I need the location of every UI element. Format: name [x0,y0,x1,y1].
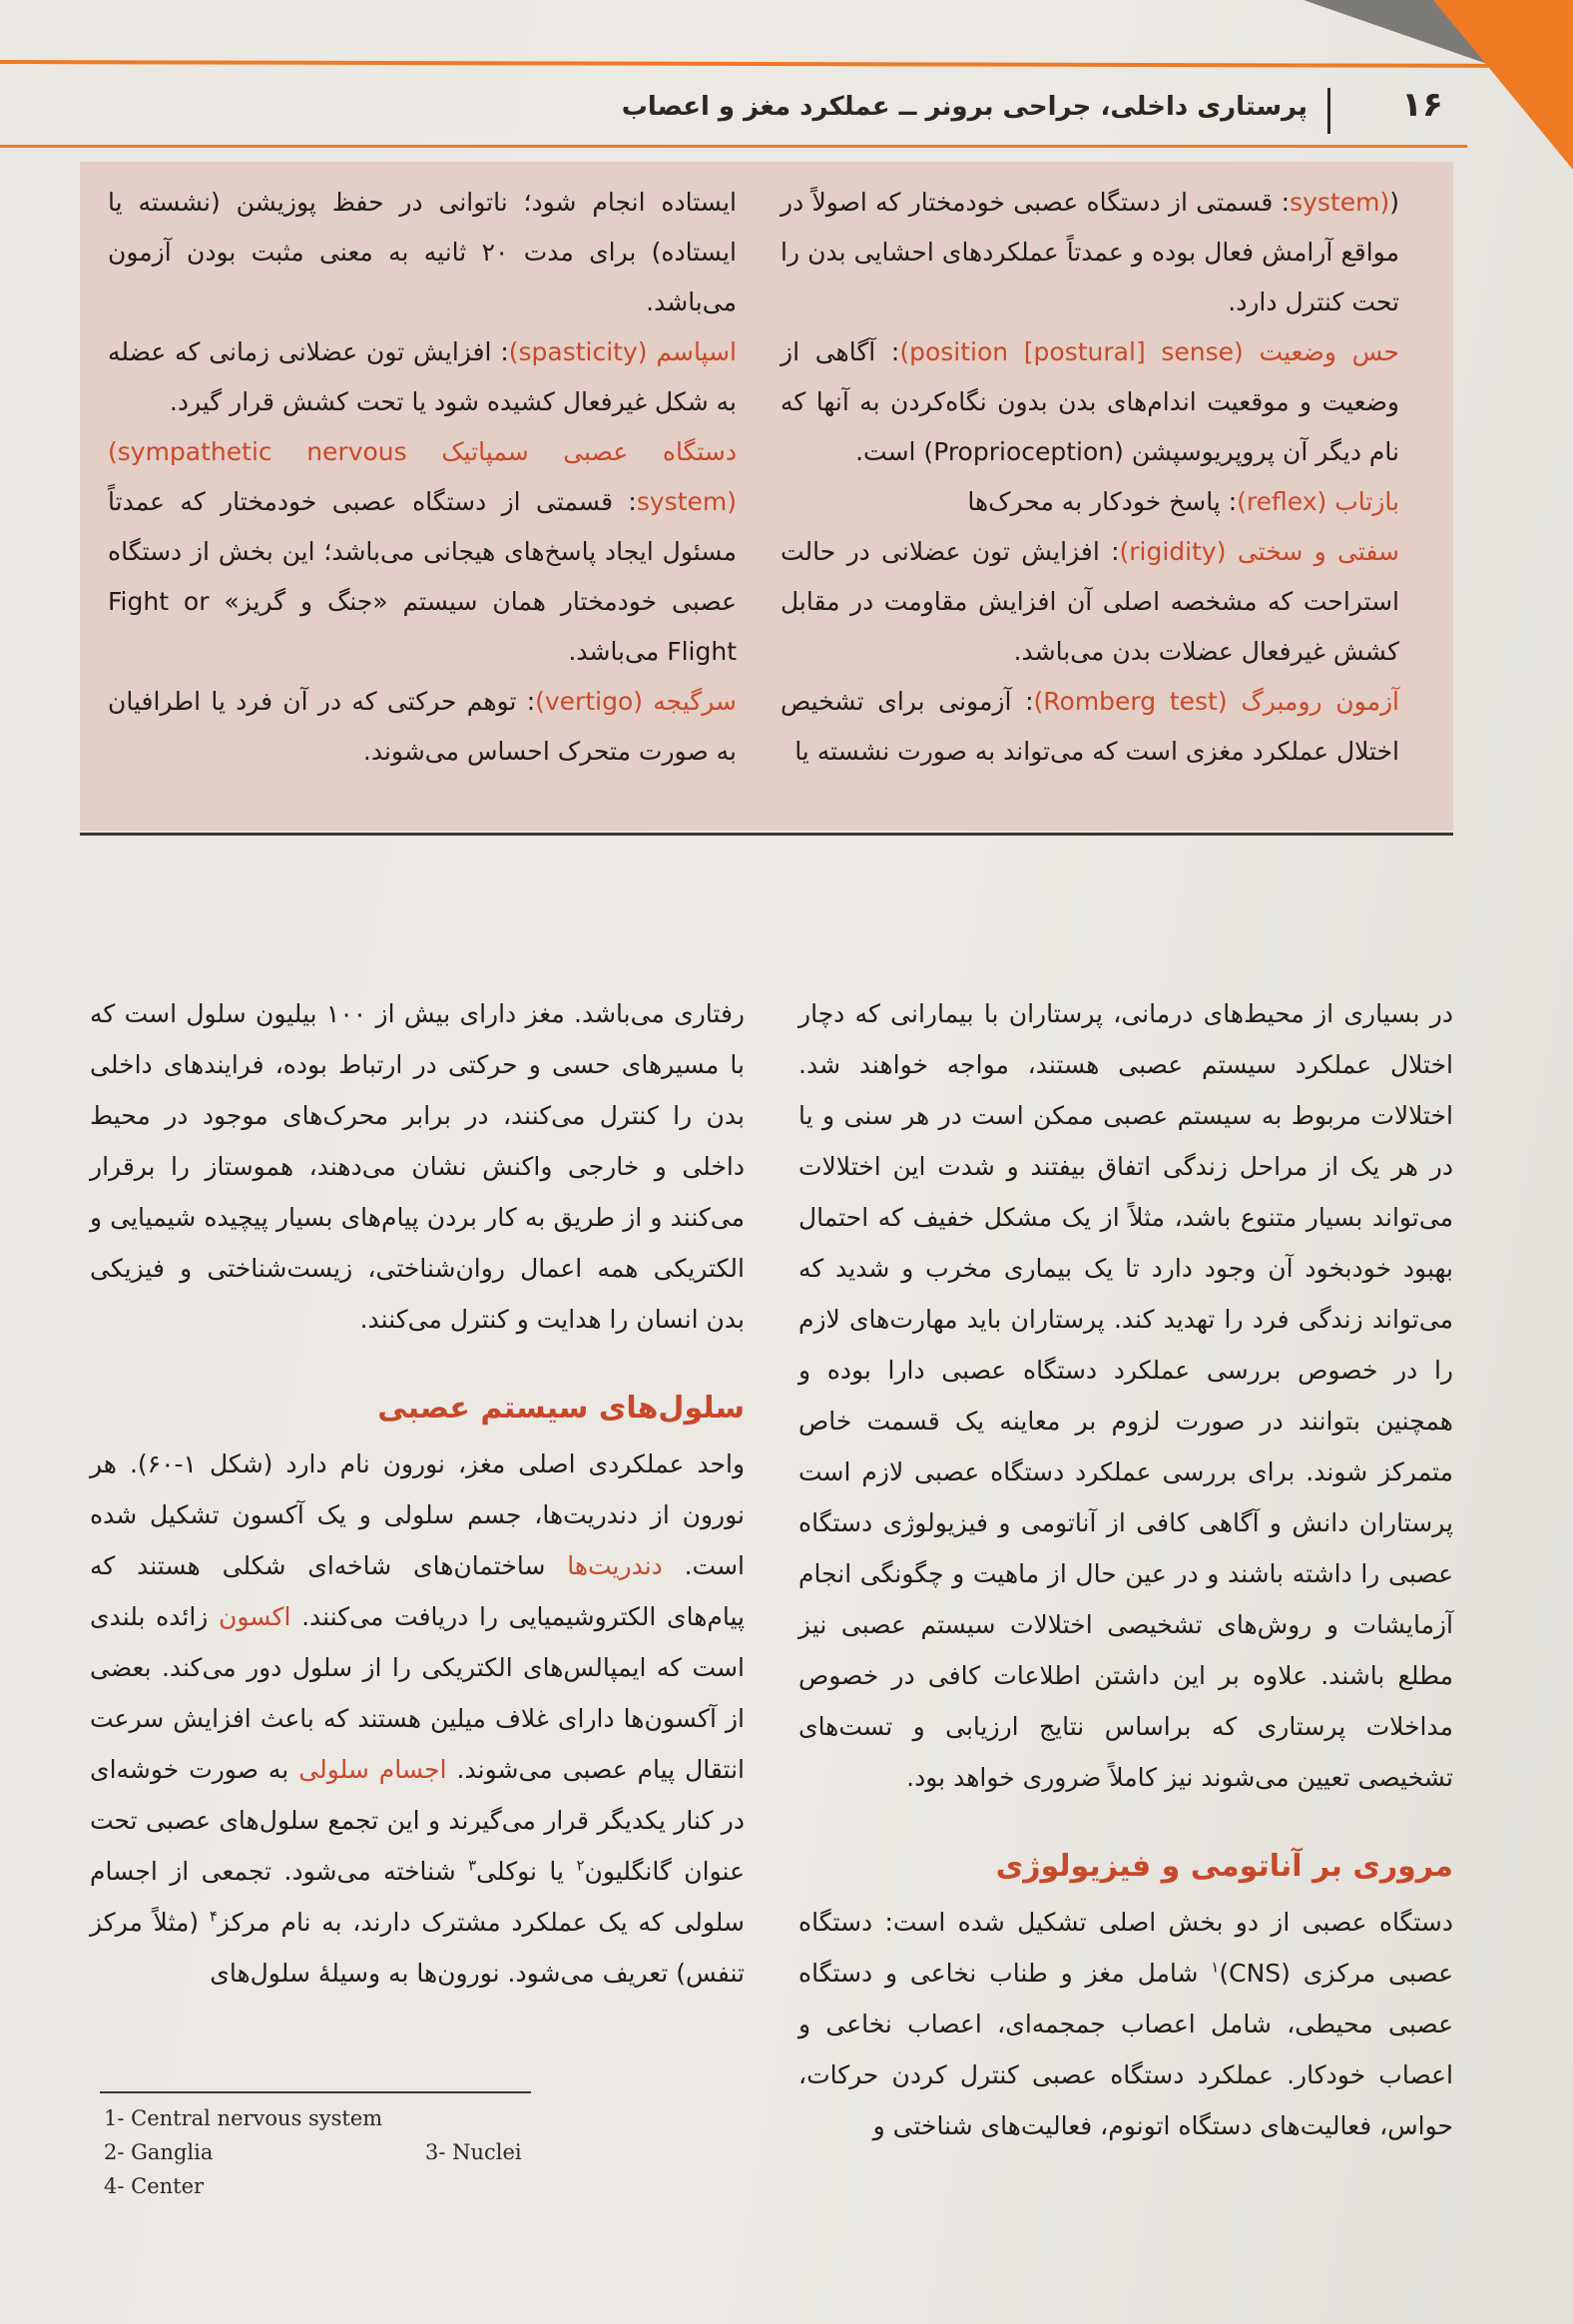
paragraph-text: دستگاه عصبی از دو بخش اصلی تشکیل شده است: دستگاه عصبی مرکزی (CNS) [798,1908,1453,1988]
glossary-definition: : قسمتی از دستگاه عصبی خودمختار که عمدتاً مسئول ایجاد پاسخ‌های هیجانی می‌باشد؛ این بخش از دستگاه عصبی خودمختار همان سیستم «جنگ و گریز» Fight or Flight می‌باشد. [108,487,737,666]
body-column-left [90,988,745,1999]
page-number: ۱۶ [1401,85,1443,125]
glossary-term: بازتاب [1334,487,1399,516]
glossary-term: سرگیجه [653,687,738,716]
footnote-4: 4- Center [104,2174,205,2198]
footnote-3: 3- Nuclei [425,2140,522,2164]
body-paragraph [90,1439,745,1999]
glossary-column-left [108,178,737,777]
running-title: پرستاری داخلی، جراحی برونر ــ عملکرد مغز و اعصاب [621,92,1308,122]
glossary-entry [781,477,1399,527]
body-paragraph: در بسیاری از محیط‌های درمانی، پرستاران با بیمارانی که دچار اختلال عملکرد سیستم عصبی هستند، مواجه خواهند شد. اختلالات مربوط به سیستم عصبی ممکن است در هر سنی و یا در هر یک از مراحل زندگی اتفاق بیفتند و شدت این اختلالات می‌تواند بسیار متنوع باشد، مثلاً از یک مشکل خفیف که احتمال بهبود خودبخود آن وجود دارد تا یک بیماری مخرب و شدید که می‌تواند زندگی فرد را تهدید کند. پرستاران باید مهارت‌های لازم را در خصوص بررسی عملکرد دستگاه عصبی دارا بوده و همچنین بتوانند در صورت لزوم بر معاینه یک قسمت خاص متمرکز شوند. برای بررسی عملکرد دستگاه عصبی لازم است پرستاران دانش و آگاهی کافی از آناتومی و فیزیولوژی دستگاه عصبی را داشته باشند و در عین حال از ماهیت و چگونگی انجام آزمایشات و روش‌های تشخیصی اختلالات سیستم عصبی نیز مطلع باشند. علاوه بر این داشتن اطلاعات کافی در خصوص مداخلات پرستاری که براساس نتایج ارزیابی و تست‌های تشخیصی تعیین می‌شوند نیز کاملاً ضروری خواهد بود. [798,999,1453,1792]
glossary-term-english: (sympathetic nervous system) [108,437,737,516]
footnotes [104,2101,603,2211]
glossary-definition: : افزایش تون عضلانی زمانی که عضله به شکل غیرفعال کشیده شود یا تحت کشش قرار گیرد. [108,337,737,416]
glossary-term-english: (position [postural] sense) [899,337,1244,366]
glossary-entry [108,327,737,427]
section-heading: سلول‌های سیستم عصبی [377,1391,745,1426]
glossary-definition: : توهم حرکتی که در آن فرد یا اطرافیان به صورت متحرک احساس می‌شوند. [108,687,737,766]
paragraph-text: شناخته می‌شود. تجمعی از اجسام سلولی که یک عملکرد مشترک دارند، به نام مرکز [90,1857,745,1937]
glossary-term-english: (rigidity) [1119,537,1227,566]
header-bottom-rule [0,145,1467,148]
glossary-term: سفتی و سختی [1237,537,1399,566]
glossary-term-english: (spasticity) [508,337,648,366]
paragraph-text: زائده بلندی است که ایمپالس‌های الکتریکی را از سلول دور می‌کند. بعضی از آکسون‌ها دارای غلاف میلین هستند که باعث افزایش سرعت انتقال پیام عصبی می‌شوند. [90,1602,746,1784]
section-heading: مروری بر آناتومی و فیزیولوژی [995,1849,1453,1884]
glossary-entry [781,327,1399,477]
body-paragraph: رفتاری می‌باشد. مغز دارای بیش از ۱۰۰ بیلیون سلول است که با مسیرهای حسی و حرکتی در ارتباط بوده، فرایندهای داخلی بدن را کنترل می‌کنند، در برابر محرک‌های موجود در محیط داخلی و خارجی واکنش نشان می‌دهند، هموستاز را برقرار می‌کنند و از طریق به کار بردن پیام‌های بسیار پیچیده شیمیایی و الکتریکی همه اعمال روان‌شناختی، زیست‌شناختی و فیزیکی بدن انسان را هدایت و کنترل می‌کنند. [90,999,745,1334]
glossary-term-english: (Romberg test) [1033,687,1228,716]
paragraph-text: به صورت خوشه‌ای در کنار یکدیگر قرار می‌گیرند و این تجمع سلول‌های عصبی تحت عنوان گانگلیون [90,1755,745,1886]
footnote-ref: ۱ [1211,1958,1220,1977]
glossary-entry [108,178,737,327]
glossary-bottom-rule [80,833,1453,836]
glossary-entry [781,527,1399,677]
glossary-definition: : آگاهی از وضعیت و موقعیت اندام‌های بدن بدون نگاه‌کردن به آنها که نام دیگر آن پروپریوسپشن (Proprioception) است. [781,337,1399,466]
glossary-definition: : قسمتی از دستگاه عصبی خودمختار که اصولاً در مواقع آرامش فعال بوده و عمدتاً عملکردهای احشایی بدن را تحت کنترل دارد. [781,188,1399,316]
glossary-entry: (system): قسمتی از دستگاه عصبی خودمختار که اصولاً در مواقع آرامش فعال بوده و عمدتاً عملکردهای احشایی بدن را تحت کنترل دارد. [781,188,1399,316]
footnote-2: 2- Ganglia [104,2140,214,2164]
footnote-ref: ۲ [576,1856,585,1875]
glossary-term-english: system) [1290,188,1390,217]
footnote-rule [100,2091,531,2093]
key-term-cell-body: اجسام سلولی [298,1755,447,1784]
header-top-rule [0,60,1497,68]
glossary-entry [108,677,737,777]
paragraph-text: واحد عملکردی اصلی مغز، نورون نام دارد (شکل ۱-۶۰). هر نورون از دندریت‌ها، جسم سلولی و یک آکسون تشکیل شده است. [90,1450,746,1580]
key-term-dendrite: دندریت‌ها [567,1551,663,1580]
paragraph-text: شامل مغز و طناب نخاعی و دستگاه عصبی محیطی، شامل اعصاب جمجمه‌ای، اعصاب نخاعی و اعصاب خودکار. عملکرد دستگاه عصبی کنترل کردن حرکات، حواس، فعالیت‌های دستگاه اتونوم، فعالیت‌های شناختی و [798,1959,1453,2140]
key-term-axon: اکسون [219,1602,291,1631]
footnote-1: 1- Central nervous system [104,2106,383,2130]
glossary-definition: : افزایش تون عضلانی در حالت استراحت که مشخصه اصلی آن افزایش مقاومت در مقابل کشش غیرفعال عضلات بدن می‌باشد. [781,537,1399,666]
glossary-term-english: (reflex) [1237,487,1327,516]
body-paragraph [798,1897,1453,2151]
glossary-column-right [781,178,1399,777]
glossary-term: اسپاسم [656,337,737,366]
glossary-definition: ایستاده انجام شود؛ ناتوانی در حفظ پوزیشن (نشسته یا ایستاده) برای مدت ۲۰ ثانیه به معنی مثبت بودن آزمون می‌باشد. [108,188,737,316]
body-column-right [798,988,1453,2151]
glossary-entry [108,427,737,677]
paragraph-text: (مثلاً مرکز تنفس) تعریف می‌شود. نورون‌ها به وسیلهٔ سلول‌های [90,1908,745,1988]
glossary-definition: : آزمونی برای تشخیص اختلال عملکرد مغزی است که می‌تواند به صورت نشسته یا [781,687,1399,766]
paragraph-text: یا نوکلی [476,1857,577,1886]
glossary-term: حس وضعیت [1259,337,1399,366]
glossary-term: دستگاه عصبی سمپاتیک [441,437,738,466]
glossary-entry [781,677,1399,777]
glossary-definition: : پاسخ خودکار به محرک‌ها [967,487,1238,516]
footnote-ref: ۳ [468,1856,477,1875]
header-separator [1327,88,1330,134]
glossary-term-english: (vertigo) [535,687,643,716]
footnote-ref: ۴ [209,1907,218,1926]
paragraph-text: ساختمان‌های شاخه‌ای شکلی هستند که پیام‌های الکتروشیمیایی را دریافت می‌کنند. [90,1551,745,1631]
glossary-term: آزمون رومبرگ [1241,687,1399,716]
